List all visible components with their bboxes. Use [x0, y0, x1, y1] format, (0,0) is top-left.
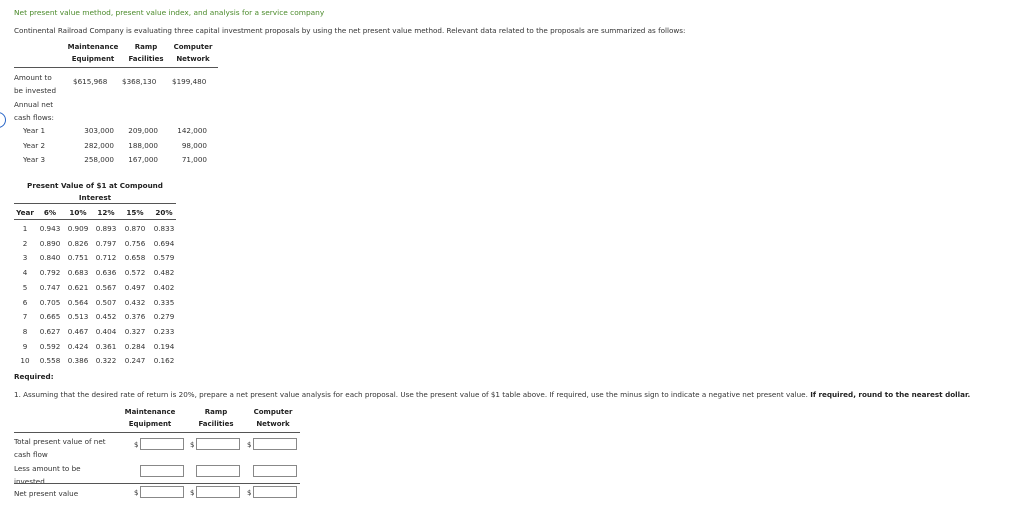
cash-flow-value: 209,000: [128, 126, 158, 135]
pv-factor-cell: 0.621: [67, 282, 89, 292]
pv-year-cell: 8: [22, 326, 28, 336]
pv-column-header: 6%: [43, 208, 57, 217]
pv-factor-cell: 0.890: [39, 238, 61, 248]
pv-factor-cell: 0.572: [124, 268, 146, 278]
amount-ramp: $368,130: [122, 77, 157, 86]
pv-factor-cell: 0.636: [95, 268, 117, 278]
intro-text: Continental Railroad Company is evaluating three capital investment proposals by using the net present value method. Relevant data related to the proposals are summarized as follows:: [14, 26, 686, 35]
pv-factor-cell: 0.756: [124, 238, 146, 248]
pv-factor-cell: 0.792: [39, 268, 61, 278]
pv-factor-cell: 0.943: [39, 224, 61, 233]
pv-factor-cell: 0.402: [153, 282, 175, 292]
pv-year-cell: 4: [22, 268, 28, 278]
pv-factor-cell: 0.558: [39, 356, 61, 366]
pv-year-cell: 6: [22, 297, 28, 307]
cash-flow-value: 167,000: [128, 155, 158, 164]
page-title: Net present value method, present value index, and analysis for a service company: [14, 8, 325, 17]
cash-flow-value: 142,000: [177, 126, 207, 135]
dollar-sign: $: [247, 489, 252, 497]
dollar-sign: $: [247, 441, 252, 449]
pv-factor-cell: 0.705: [39, 297, 61, 307]
total-pv-ramp-input[interactable]: [196, 438, 240, 450]
pv-factor-cell: 0.386: [67, 356, 89, 366]
pv-year-cell: 5: [22, 282, 28, 292]
proposal-header-maintenance: Maintenance Equipment: [67, 43, 119, 63]
requirement-instruction: 1. Assuming that the desired rate of return is 20%, prepare a net present value analysis for each proposal. Use the present value of $1 table above. If required, use the minus sign to indicate a negative net present value. If required, round to the nearest dollar.: [14, 390, 971, 399]
invested-ramp-input[interactable]: [196, 465, 240, 477]
total-pv-computer-input[interactable]: [253, 438, 297, 450]
pv-factor-cell: 0.840: [39, 253, 61, 263]
npv-row-label-total-pv: Total present value of net cash flow: [14, 437, 106, 459]
pv-year-cell: 3: [22, 253, 28, 263]
npv-maintenance-input[interactable]: [140, 486, 184, 498]
invested-maintenance-input[interactable]: [140, 465, 184, 477]
cash-flow-label: Annual net cash flows:: [14, 100, 54, 122]
pv-factor-cell: 0.327: [124, 326, 146, 336]
pv-factor-cell: 0.579: [153, 253, 175, 263]
npv-header-maintenance: Maintenance Equipment: [124, 408, 176, 428]
pv-factor-cell: 0.694: [153, 238, 175, 248]
pv-table-title: Present Value of $1 at Compound Interest: [27, 181, 163, 202]
cash-flow-value: 188,000: [128, 141, 158, 150]
npv-row-label-net-present-value: Net present value: [14, 489, 79, 498]
cash-flow-value: 98,000: [181, 141, 207, 150]
pv-factor-cell: 0.247: [124, 356, 146, 366]
proposal-header-computer: Computer Network: [173, 43, 213, 63]
pv-factor-cell: 0.284: [124, 341, 146, 351]
pv-factor-cell: 0.893: [95, 224, 117, 233]
pv-column-header: 10%: [69, 208, 87, 217]
invested-computer-input[interactable]: [253, 465, 297, 477]
pv-factor-cell: 0.376: [124, 312, 146, 322]
question-indicator: [0, 112, 6, 128]
pv-factor-cell: 0.497: [124, 282, 146, 292]
pv-factor-cell: 0.826: [67, 238, 89, 248]
year-label: Year 2: [23, 141, 46, 150]
cash-flow-value: 282,000: [84, 141, 114, 150]
pv-factor-cell: 0.335: [153, 297, 175, 307]
dollar-sign: $: [190, 489, 195, 497]
pv-year-cell: 9: [22, 341, 28, 351]
pv-factor-cell: 0.658: [124, 253, 146, 263]
total-pv-maintenance-input[interactable]: [140, 438, 184, 450]
pv-factor-cell: 0.592: [39, 341, 61, 351]
pv-factor-cell: 0.712: [95, 253, 117, 263]
pv-factor-cell: 0.482: [153, 268, 175, 278]
npv-header-divider: [14, 432, 300, 433]
pv-factor-cell: 0.833: [153, 224, 175, 233]
pv-factor-cell: 0.162: [153, 356, 175, 366]
pv-factor-cell: 0.424: [67, 341, 89, 351]
pv-factor-cell: 0.194: [153, 341, 175, 351]
year-label: Year 1: [23, 126, 46, 135]
required-label: Required:: [14, 372, 54, 381]
cash-flow-value: 303,000: [84, 126, 114, 135]
pv-factor-cell: 0.751: [67, 253, 89, 263]
pv-column-header: 12%: [97, 208, 115, 217]
pv-factor-cell: 0.507: [95, 297, 117, 307]
year-label: Year 3: [23, 155, 46, 164]
amount-maintenance: $615,968: [73, 77, 108, 86]
pv-factor-cell: 0.432: [124, 297, 146, 307]
npv-computer-input[interactable]: [253, 486, 297, 498]
pv-factor-cell: 0.567: [95, 282, 117, 292]
pv-factor-cell: 0.683: [67, 268, 89, 278]
npv-row-label-amount-invested: Less amount to be invested: [14, 464, 81, 486]
npv-header-ramp: Ramp Facilities: [198, 408, 234, 428]
pv-factor-cell: 0.627: [39, 326, 61, 336]
pv-year-cell: 7: [22, 312, 28, 322]
pv-column-header: 20%: [155, 208, 173, 217]
amount-label: Amount to be invested: [14, 73, 57, 95]
pv-year-cell: 10: [20, 356, 30, 366]
pv-factor-cell: 0.797: [95, 238, 117, 248]
amount-computer: $199,480: [172, 77, 207, 86]
pv-factor-cell: 0.747: [39, 282, 61, 292]
pv-factor-cell: 0.322: [95, 356, 117, 366]
pv-factor-cell: 0.233: [153, 326, 175, 336]
proposals-divider: [14, 67, 218, 68]
pv-title-divider: [14, 203, 176, 204]
pv-factor-cell: 0.361: [95, 341, 117, 351]
pv-column-header: Year: [16, 208, 34, 217]
pv-factor-cell: 0.513: [67, 312, 89, 322]
pv-factor-cell: 0.665: [39, 312, 61, 322]
pv-factor-cell: 0.279: [153, 312, 175, 322]
pv-factor-cell: 0.870: [124, 224, 146, 233]
pv-header-divider: [14, 219, 176, 220]
pv-factor-cell: 0.467: [67, 326, 89, 336]
cash-flow-value: 258,000: [84, 155, 114, 164]
pv-year-cell: 1: [22, 224, 28, 233]
npv-ramp-input[interactable]: [196, 486, 240, 498]
pv-factor-cell: 0.564: [67, 297, 89, 307]
cash-flow-value: 71,000: [181, 155, 207, 164]
dollar-sign: $: [134, 489, 139, 497]
proposal-header-ramp: Ramp Facilities: [128, 43, 164, 63]
npv-row-divider: [14, 483, 300, 484]
pv-year-cell: 2: [22, 238, 28, 248]
npv-header-computer: Computer Network: [253, 408, 293, 428]
pv-factor-cell: 0.404: [95, 326, 117, 336]
pv-factor-cell: 0.452: [95, 312, 117, 322]
dollar-sign: $: [134, 441, 139, 449]
dollar-sign: $: [190, 441, 195, 449]
pv-column-header: 15%: [126, 208, 144, 217]
pv-factor-cell: 0.909: [67, 224, 89, 233]
